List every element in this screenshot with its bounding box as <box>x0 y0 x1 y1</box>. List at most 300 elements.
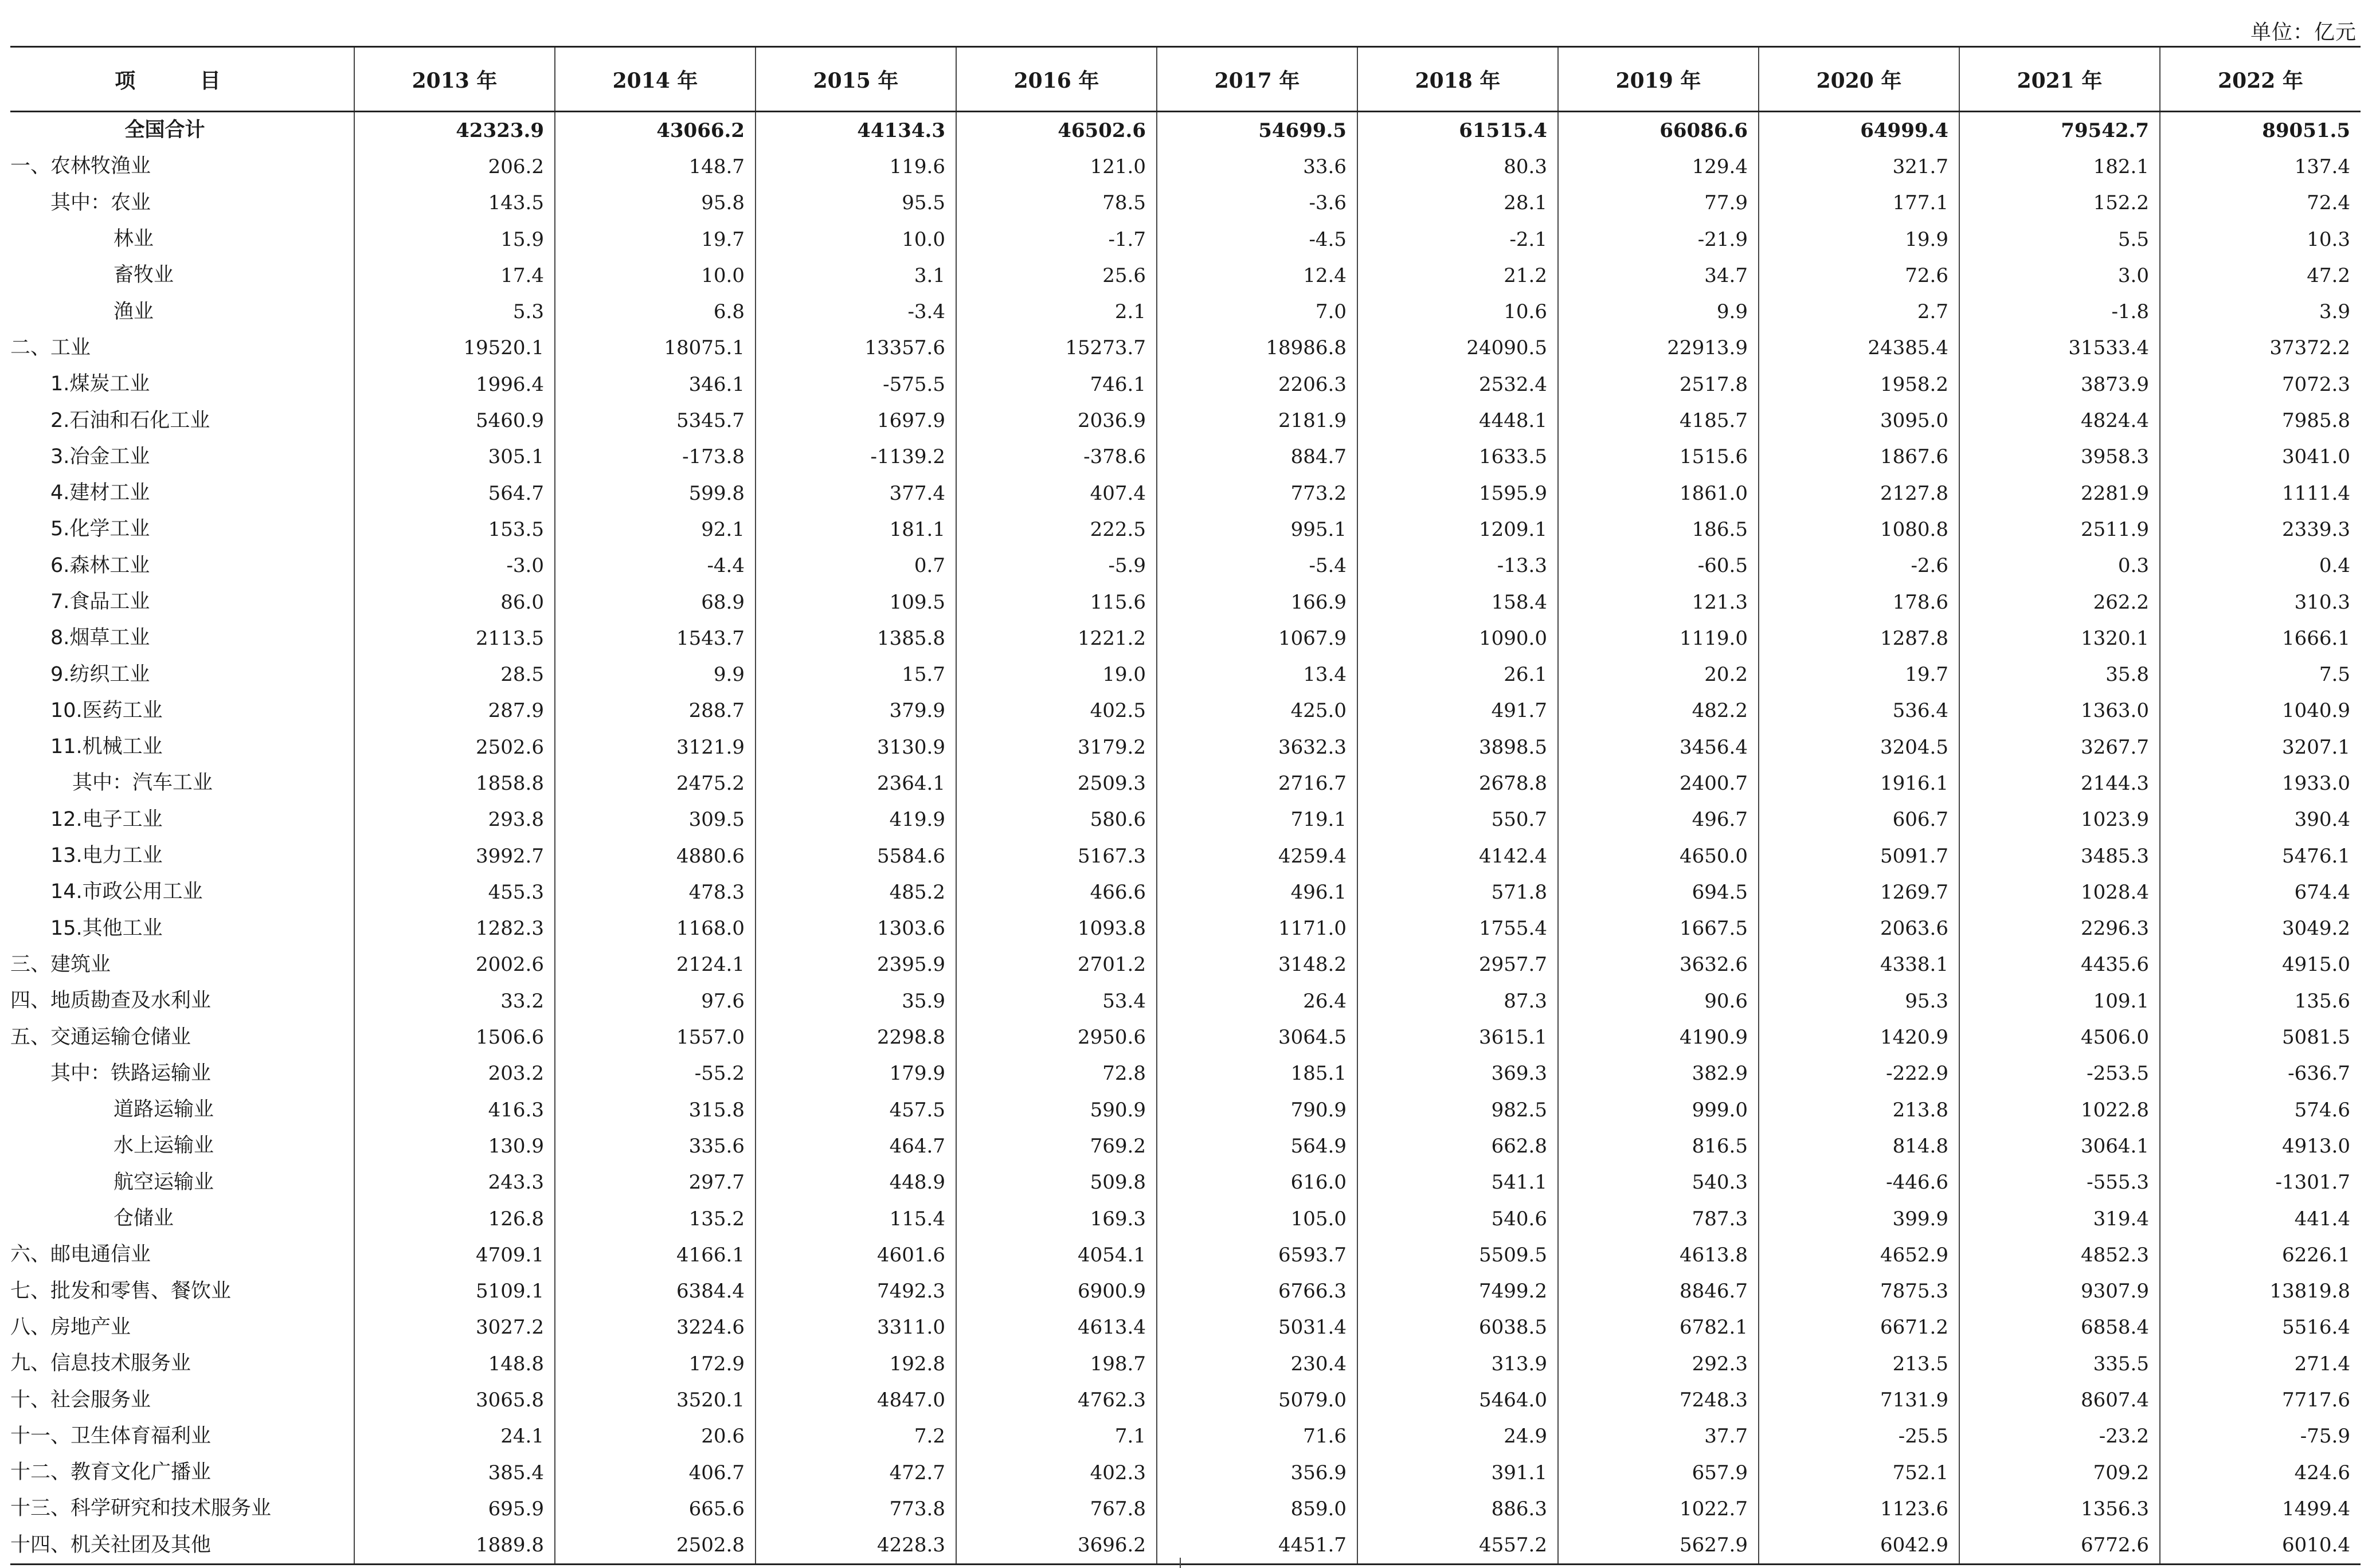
table-cell: 46502.6 <box>956 112 1157 149</box>
table-cell: 4709.1 <box>354 1237 555 1273</box>
table-cell: 17.4 <box>354 257 555 293</box>
table-cell: 213.8 <box>1759 1092 1959 1128</box>
table-cell: 441.4 <box>2160 1201 2361 1237</box>
table-cell: 15.7 <box>756 656 956 692</box>
table-cell: 2502.8 <box>555 1527 756 1565</box>
table-cell: 2395.9 <box>756 947 956 983</box>
table-cell: 198.7 <box>956 1346 1157 1382</box>
table-cell: 5091.7 <box>1759 838 1959 874</box>
table-cell: 1080.8 <box>1759 511 1959 547</box>
table-cell: 5167.3 <box>956 838 1157 874</box>
table-cell: -1301.7 <box>2160 1165 2361 1201</box>
table-cell: 319.4 <box>1959 1201 2160 1237</box>
table-cell: 6772.6 <box>1959 1527 2160 1565</box>
table-row <box>10 1382 2361 1418</box>
table-cell: 9.9 <box>555 656 756 692</box>
table-cell: 478.3 <box>555 874 756 910</box>
table-cell: 496.7 <box>1558 802 1759 838</box>
table-cell: 3179.2 <box>956 729 1157 765</box>
table-cell: 2475.2 <box>555 765 756 801</box>
table-cell: 3224.6 <box>555 1310 756 1346</box>
table-cell: 1958.2 <box>1759 366 1959 402</box>
table-cell: 719.1 <box>1157 802 1357 838</box>
row-label: 8.烟草工业 <box>50 626 150 650</box>
table-cell: 746.1 <box>956 366 1157 402</box>
table-cell: 382.9 <box>1558 1056 1759 1092</box>
row-label: 十、社会服务业 <box>10 1388 151 1412</box>
table-cell: 335.5 <box>1959 1346 2160 1382</box>
table-cell: 24.9 <box>1357 1418 1558 1455</box>
table-cell: 1420.9 <box>1759 1019 1959 1055</box>
table-cell: 390.4 <box>2160 802 2361 838</box>
table-cell: 7.0 <box>1157 293 1357 330</box>
table-cell: 1933.0 <box>2160 765 2361 801</box>
column-header-year: 2018 年 <box>1357 47 1558 112</box>
total-row <box>10 112 2361 149</box>
table-cell: 19.0 <box>956 656 1157 692</box>
table-cell: 129.4 <box>1558 148 1759 185</box>
table-cell: 19520.1 <box>354 330 555 366</box>
table-cell: 43066.2 <box>555 112 756 149</box>
table-cell: 1119.0 <box>1558 620 1759 656</box>
table-cell: 1356.3 <box>1959 1491 2160 1527</box>
table-cell: -222.9 <box>1759 1056 1959 1092</box>
table-cell: 68.9 <box>555 584 756 620</box>
table-cell: -378.6 <box>956 439 1157 475</box>
table-cell: 2113.5 <box>354 620 555 656</box>
table-cell: 18075.1 <box>555 330 756 366</box>
table-cell: 5627.9 <box>1558 1527 1759 1565</box>
table-cell: -555.3 <box>1959 1165 2160 1201</box>
table-cell: 455.3 <box>354 874 555 910</box>
row-label: 4.建材工业 <box>50 481 150 505</box>
table-cell: 31533.4 <box>1959 330 2160 366</box>
table-cell: 4435.6 <box>1959 947 2160 983</box>
table-cell: 3958.3 <box>1959 439 2160 475</box>
table-cell: 287.9 <box>354 693 555 729</box>
column-header-year: 2015 年 <box>756 47 956 112</box>
table-cell: 1861.0 <box>1558 475 1759 511</box>
table-cell: 61515.4 <box>1357 112 1558 149</box>
row-label: 五、交通运输仓储业 <box>10 1025 191 1049</box>
table-cell: 3.1 <box>756 257 956 293</box>
table-cell: 385.4 <box>354 1455 555 1491</box>
table-cell: -1139.2 <box>756 439 956 475</box>
table-cell: 6858.4 <box>1959 1310 2160 1346</box>
table-cell: 2339.3 <box>2160 511 2361 547</box>
table-cell: 2.1 <box>956 293 1157 330</box>
table-cell: 4601.6 <box>756 1237 956 1273</box>
table-cell: 999.0 <box>1558 1092 1759 1128</box>
table-row <box>10 257 2361 293</box>
table-cell: 95.5 <box>756 185 956 221</box>
table-cell: 4613.8 <box>1558 1237 1759 1273</box>
table-cell: 7985.8 <box>2160 402 2361 438</box>
table-cell: 694.5 <box>1558 874 1759 910</box>
table-cell: 982.5 <box>1357 1092 1558 1128</box>
table-cell: 496.1 <box>1157 874 1357 910</box>
table-row <box>10 475 2361 511</box>
table-cell: 472.7 <box>756 1455 956 1491</box>
table-cell: 206.2 <box>354 148 555 185</box>
table-cell: 10.6 <box>1357 293 1558 330</box>
table-cell: 4166.1 <box>555 1237 756 1273</box>
table-cell: 4142.4 <box>1357 838 1558 874</box>
table-cell: 148.7 <box>555 148 756 185</box>
row-label: 七、批发和零售、餐饮业 <box>10 1279 232 1303</box>
table-cell: 166.9 <box>1157 584 1357 620</box>
table-row <box>10 729 2361 765</box>
table-cell: 135.6 <box>2160 983 2361 1019</box>
table-cell: 203.2 <box>354 1056 555 1092</box>
table-cell: 19.7 <box>555 221 756 257</box>
table-cell: 7131.9 <box>1759 1382 1959 1418</box>
table-cell: 90.6 <box>1558 983 1759 1019</box>
table-cell: 7492.3 <box>756 1273 956 1310</box>
table-cell: 5345.7 <box>555 402 756 438</box>
row-label: 9.纺织工业 <box>50 663 150 686</box>
divider <box>1180 1558 1181 1568</box>
table-row <box>10 1092 2361 1128</box>
table-cell: 1755.4 <box>1357 911 1558 947</box>
table-row <box>10 584 2361 620</box>
table-cell: 599.8 <box>555 475 756 511</box>
table-cell: 5464.0 <box>1357 1382 1558 1418</box>
table-cell: -5.4 <box>1157 548 1357 584</box>
table-cell: -1.7 <box>956 221 1157 257</box>
row-label: 十二、教育文化广播业 <box>10 1461 212 1484</box>
row-label: 道路运输业 <box>113 1098 214 1122</box>
table-cell: 3696.2 <box>956 1527 1157 1565</box>
table-row <box>10 620 2361 656</box>
table-cell: 10.0 <box>555 257 756 293</box>
table-cell: 3898.5 <box>1357 729 1558 765</box>
row-label: 四、地质勘查及水利业 <box>10 989 212 1013</box>
table-cell: 419.9 <box>756 802 956 838</box>
table-cell: 3615.1 <box>1357 1019 1558 1055</box>
data-table <box>10 46 2361 1565</box>
row-label: 15.其他工业 <box>50 916 163 940</box>
table-cell: 2298.8 <box>756 1019 956 1055</box>
table-cell: 15.9 <box>354 221 555 257</box>
table-cell: 3873.9 <box>1959 366 2160 402</box>
table-cell: 3456.4 <box>1558 729 1759 765</box>
table-cell: 2002.6 <box>354 947 555 983</box>
table-cell: 0.3 <box>1959 548 2160 584</box>
table-cell: 20.2 <box>1558 656 1759 692</box>
table-cell: 4762.3 <box>956 1382 1157 1418</box>
table-cell: 8607.4 <box>1959 1382 2160 1418</box>
table-cell: 1385.8 <box>756 620 956 656</box>
table-row <box>10 1165 2361 1201</box>
table-cell: 21.2 <box>1357 257 1558 293</box>
table-row <box>10 838 2361 874</box>
table-cell: 192.8 <box>756 1346 956 1382</box>
table-cell: 1269.7 <box>1759 874 1959 910</box>
table-cell: 2124.1 <box>555 947 756 983</box>
table-cell: 26.4 <box>1157 983 1357 1019</box>
table-cell: 4185.7 <box>1558 402 1759 438</box>
table-cell: 1858.8 <box>354 765 555 801</box>
table-cell: 2957.7 <box>1357 947 1558 983</box>
table-row <box>10 548 2361 584</box>
row-label: 渔业 <box>113 300 154 323</box>
table-cell: 172.9 <box>555 1346 756 1382</box>
table-cell: 767.8 <box>956 1491 1157 1527</box>
column-header-year: 2021 年 <box>1959 47 2160 112</box>
table-cell: 305.1 <box>354 439 555 475</box>
table-row <box>10 185 2361 221</box>
table-cell: 177.1 <box>1759 185 1959 221</box>
table-row <box>10 439 2361 475</box>
table-cell: 995.1 <box>1157 511 1357 547</box>
row-label: 7.食品工业 <box>50 590 150 613</box>
table-cell: 752.1 <box>1759 1455 1959 1491</box>
table-cell: 7.5 <box>2160 656 2361 692</box>
table-cell: 1022.8 <box>1959 1092 2160 1128</box>
table-cell: 186.5 <box>1558 511 1759 547</box>
table-cell: 5516.4 <box>2160 1310 2361 1346</box>
table-cell: 2.7 <box>1759 293 1959 330</box>
table-cell: 425.0 <box>1157 693 1357 729</box>
table-cell: 4451.7 <box>1157 1527 1357 1565</box>
table-cell: 3.9 <box>2160 293 2361 330</box>
table-cell: 130.9 <box>354 1128 555 1164</box>
table-cell: 1320.1 <box>1959 620 2160 656</box>
table-cell: 391.1 <box>1357 1455 1558 1491</box>
table-cell: -3.0 <box>354 548 555 584</box>
table-cell: 574.6 <box>2160 1092 2361 1128</box>
table-cell: 72.6 <box>1759 257 1959 293</box>
table-cell: 509.8 <box>956 1165 1157 1201</box>
table-row <box>10 1273 2361 1310</box>
table-cell: 466.6 <box>956 874 1157 910</box>
row-label: 十三、科学研究和技术服务业 <box>10 1497 272 1520</box>
table-row <box>10 148 2361 185</box>
unit-label: 单位：亿元 <box>2250 21 2357 44</box>
table-cell: 121.0 <box>956 148 1157 185</box>
table-cell: 95.3 <box>1759 983 1959 1019</box>
column-header-year: 2017 年 <box>1157 47 1357 112</box>
table-row <box>10 293 2361 330</box>
table-cell: 1633.5 <box>1357 439 1558 475</box>
table-cell: 28.5 <box>354 656 555 692</box>
header-row <box>10 47 2361 112</box>
table-cell: 143.5 <box>354 185 555 221</box>
table-cell: 2716.7 <box>1157 765 1357 801</box>
table-cell: -25.5 <box>1759 1418 1959 1455</box>
table-cell: 6038.5 <box>1357 1310 1558 1346</box>
table-cell: 406.7 <box>555 1455 756 1491</box>
table-cell: 5460.9 <box>354 402 555 438</box>
table-cell: 6042.9 <box>1759 1527 1959 1565</box>
table-cell: 4847.0 <box>756 1382 956 1418</box>
column-header-year: 2022 年 <box>2160 47 2361 112</box>
table-cell: -60.5 <box>1558 548 1759 584</box>
table-cell: 5509.5 <box>1357 1237 1558 1273</box>
table-cell: 346.1 <box>555 366 756 402</box>
table-row <box>10 1237 2361 1273</box>
table-cell: 482.2 <box>1558 693 1759 729</box>
table-cell: 6.8 <box>555 293 756 330</box>
table-cell: 7499.2 <box>1357 1273 1558 1310</box>
table-cell: 571.8 <box>1357 874 1558 910</box>
table-cell: 695.9 <box>354 1491 555 1527</box>
table-cell: 1543.7 <box>555 620 756 656</box>
table-cell: 35.9 <box>756 983 956 1019</box>
table-cell: 178.6 <box>1759 584 1959 620</box>
table-cell: 787.3 <box>1558 1201 1759 1237</box>
table-cell: 564.9 <box>1157 1128 1357 1164</box>
table-cell: 379.9 <box>756 693 956 729</box>
table-cell: 3520.1 <box>555 1382 756 1418</box>
table-cell: 80.3 <box>1357 148 1558 185</box>
row-label: 12.电子工业 <box>50 807 163 831</box>
table-cell: 313.9 <box>1357 1346 1558 1382</box>
table-cell: 377.4 <box>756 475 956 511</box>
table-cell: 662.8 <box>1357 1128 1558 1164</box>
table-cell: 19.9 <box>1759 221 1959 257</box>
table-cell: 3311.0 <box>756 1310 956 1346</box>
table-cell: 12.4 <box>1157 257 1357 293</box>
row-label: 14.市政公用工业 <box>50 880 203 904</box>
table-cell: 8846.7 <box>1558 1273 1759 1310</box>
table-cell: 53.4 <box>956 983 1157 1019</box>
table-cell: -4.4 <box>555 548 756 584</box>
table-cell: -23.2 <box>1959 1418 2160 1455</box>
table-cell: 5109.1 <box>354 1273 555 1310</box>
row-label: 一、农林牧渔业 <box>10 155 151 178</box>
table-cell: 884.7 <box>1157 439 1357 475</box>
table-cell: 4054.1 <box>956 1237 1157 1273</box>
table-cell: 2400.7 <box>1558 765 1759 801</box>
column-header-year: 2013 年 <box>354 47 555 112</box>
column-header-item: 项 目 <box>10 47 354 112</box>
table-cell: 115.4 <box>756 1201 956 1237</box>
table-cell: 33.2 <box>354 983 555 1019</box>
table-body <box>10 112 2361 1565</box>
table-cell: 86.0 <box>354 584 555 620</box>
table-cell: 457.5 <box>756 1092 956 1128</box>
table-cell: 1067.9 <box>1157 620 1357 656</box>
table-cell: 2502.6 <box>354 729 555 765</box>
row-label: 八、房地产业 <box>10 1315 131 1339</box>
table-cell: 37.7 <box>1558 1418 1759 1455</box>
table-cell: 4613.4 <box>956 1310 1157 1346</box>
table-row <box>10 1201 2361 1237</box>
table-cell: 10.3 <box>2160 221 2361 257</box>
table-row <box>10 983 2361 1019</box>
table-cell: 119.6 <box>756 148 956 185</box>
table-row <box>10 1527 2361 1565</box>
table-cell: 0.4 <box>2160 548 2361 584</box>
table-cell: 87.3 <box>1357 983 1558 1019</box>
table-cell: 657.9 <box>1558 1455 1759 1491</box>
row-label: 1.煤炭工业 <box>50 373 150 396</box>
table-cell: 292.3 <box>1558 1346 1759 1382</box>
column-header-year: 2020 年 <box>1759 47 1959 112</box>
table-cell: -3.4 <box>756 293 956 330</box>
table-cell: 13819.8 <box>2160 1273 2361 1310</box>
table-cell: 230.4 <box>1157 1346 1357 1382</box>
table-cell: 3992.7 <box>354 838 555 874</box>
table-cell: 2281.9 <box>1959 475 2160 511</box>
table-cell: -2.6 <box>1759 548 1959 584</box>
table-cell: 1093.8 <box>956 911 1157 947</box>
table-cell: 137.4 <box>2160 148 2361 185</box>
table-row <box>10 1346 2361 1382</box>
table-cell: 2511.9 <box>1959 511 2160 547</box>
table-cell: 44134.3 <box>756 112 956 149</box>
table-cell: 22913.9 <box>1558 330 1759 366</box>
table-cell: 47.2 <box>2160 257 2361 293</box>
table-cell: 153.5 <box>354 511 555 547</box>
table-cell: 79542.7 <box>1959 112 2160 149</box>
table-cell: 3148.2 <box>1157 947 1357 983</box>
table-cell: 89051.5 <box>2160 112 2361 149</box>
table-cell: -75.9 <box>2160 1418 2361 1455</box>
table-cell: 1889.8 <box>354 1527 555 1565</box>
row-label: 其中：铁路运输业 <box>50 1061 212 1085</box>
table-cell: 293.8 <box>354 802 555 838</box>
row-label: 航空运输业 <box>113 1170 214 1194</box>
table-cell: 13357.6 <box>756 330 956 366</box>
table-cell: 222.5 <box>956 511 1157 547</box>
table-cell: 2181.9 <box>1157 402 1357 438</box>
table-cell: 402.3 <box>956 1455 1157 1491</box>
table-cell: 3027.2 <box>354 1310 555 1346</box>
table-cell: 1515.6 <box>1558 439 1759 475</box>
table-cell: 71.6 <box>1157 1418 1357 1455</box>
table-cell: 28.1 <box>1357 185 1558 221</box>
row-label: 全国合计 <box>124 119 205 142</box>
table-row <box>10 1019 2361 1055</box>
table-cell: 158.4 <box>1357 584 1558 620</box>
table-cell: 152.2 <box>1959 185 2160 221</box>
table-cell: 3095.0 <box>1759 402 1959 438</box>
table-cell: 1090.0 <box>1357 620 1558 656</box>
table-cell: 126.8 <box>354 1201 555 1237</box>
table-cell: 35.8 <box>1959 656 2160 692</box>
table-cell: 321.7 <box>1759 148 1959 185</box>
table-row <box>10 511 2361 547</box>
table-cell: 19.7 <box>1759 656 1959 692</box>
table-cell: -1.8 <box>1959 293 2160 330</box>
table-cell: 674.4 <box>2160 874 2361 910</box>
table-cell: 790.9 <box>1157 1092 1357 1128</box>
table-cell: 1023.9 <box>1959 802 2160 838</box>
table-cell: 3204.5 <box>1759 729 1959 765</box>
table-cell: 3064.1 <box>1959 1128 2160 1164</box>
table-cell: 616.0 <box>1157 1165 1357 1201</box>
table-cell: 5476.1 <box>2160 838 2361 874</box>
table-cell: 1022.7 <box>1558 1491 1759 1527</box>
table-cell: 109.1 <box>1959 983 2160 1019</box>
table-cell: 9307.9 <box>1959 1273 2160 1310</box>
table-cell: 886.3 <box>1357 1491 1558 1527</box>
table-cell: 1557.0 <box>555 1019 756 1055</box>
table-cell: 54699.5 <box>1157 112 1357 149</box>
table-cell: 288.7 <box>555 693 756 729</box>
table-cell: 4259.4 <box>1157 838 1357 874</box>
row-label: 6.森林工业 <box>50 554 150 577</box>
table-cell: 20.6 <box>555 1418 756 1455</box>
table-cell: 109.5 <box>756 584 956 620</box>
table-cell: 3632.3 <box>1157 729 1357 765</box>
table-cell: 6766.3 <box>1157 1273 1357 1310</box>
table-cell: 369.3 <box>1357 1056 1558 1092</box>
table-cell: 3130.9 <box>756 729 956 765</box>
